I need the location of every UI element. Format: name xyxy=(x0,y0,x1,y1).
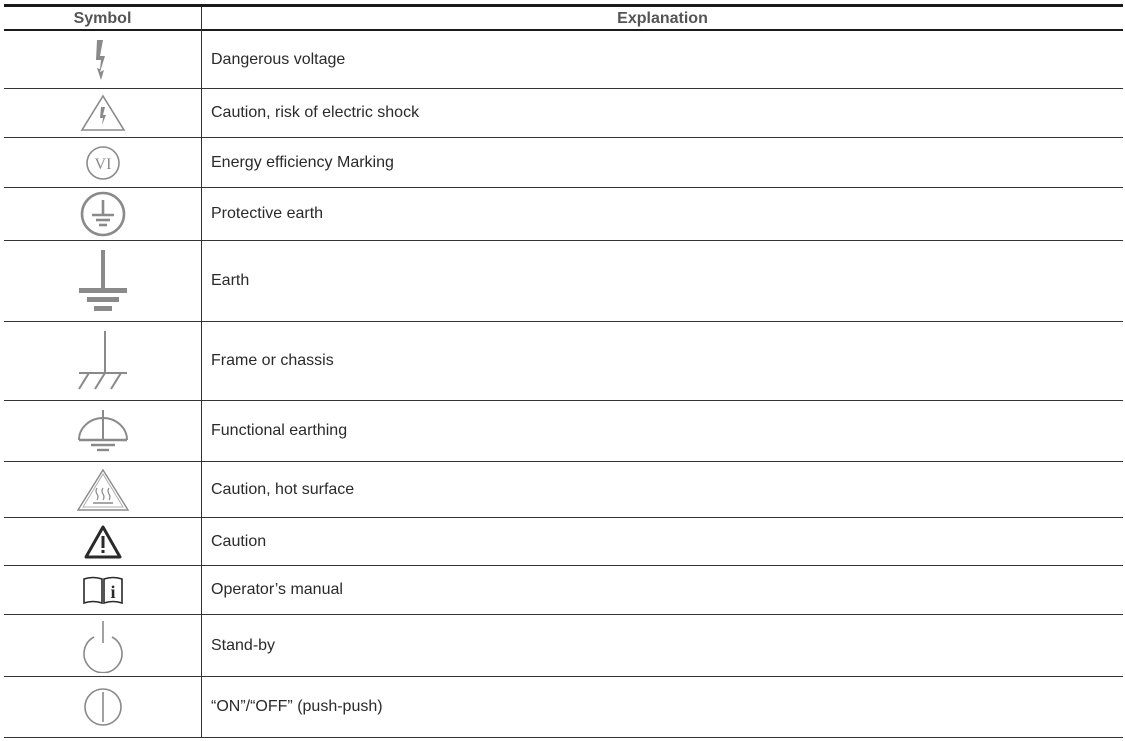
explanation-text: Protective earth xyxy=(211,205,324,222)
dangerous-voltage-icon xyxy=(4,31,201,88)
explanation-text: Earth xyxy=(211,272,250,289)
explanation-text: Dangerous voltage xyxy=(211,50,346,68)
explanation-text: Operator’s manual xyxy=(211,581,343,598)
explanation-text: Frame or chassis xyxy=(211,352,334,369)
electric-shock-warning-icon xyxy=(4,89,201,137)
column-header-explanation: Explanation xyxy=(617,10,708,27)
explanation-text: “ON”/“OFF” (push-push) xyxy=(211,698,383,715)
frame-chassis-icon xyxy=(4,322,201,400)
table-row xyxy=(4,401,1123,462)
table-row xyxy=(4,188,1123,241)
operators-manual-icon xyxy=(4,566,201,614)
table-row xyxy=(4,138,1123,188)
table-row xyxy=(4,518,1123,566)
caution-icon xyxy=(4,518,201,565)
table-row xyxy=(4,462,1123,518)
explanation-text: Stand-by xyxy=(211,636,276,654)
explanation-text: Energy efficiency Marking xyxy=(211,153,394,171)
standby-icon xyxy=(4,615,201,676)
earth-icon xyxy=(4,241,201,321)
table-row xyxy=(4,566,1123,615)
table-row xyxy=(4,31,1123,89)
protective-earth-icon xyxy=(4,188,201,240)
explanation-text: Functional earthing xyxy=(211,422,348,439)
explanation-text: Caution, hot surface xyxy=(211,480,355,498)
explanation-text: Caution xyxy=(211,532,267,550)
functional-earthing-icon xyxy=(4,401,201,461)
table-row xyxy=(4,89,1123,138)
column-divider xyxy=(201,7,202,738)
table-top-rule xyxy=(4,4,1123,7)
energy-efficiency-vi-icon xyxy=(4,138,201,187)
column-header-symbol: Symbol xyxy=(73,10,132,27)
hot-surface-warning-icon xyxy=(4,462,201,517)
table-row xyxy=(4,677,1123,738)
table-row xyxy=(4,241,1123,322)
svg-text:VI: VI xyxy=(94,155,111,173)
explanation-text: Caution, risk of electric shock xyxy=(211,104,420,121)
table-row xyxy=(4,615,1123,677)
on-off-push-icon xyxy=(4,677,201,737)
table-row xyxy=(4,322,1123,401)
svg-text:i: i xyxy=(109,582,116,602)
